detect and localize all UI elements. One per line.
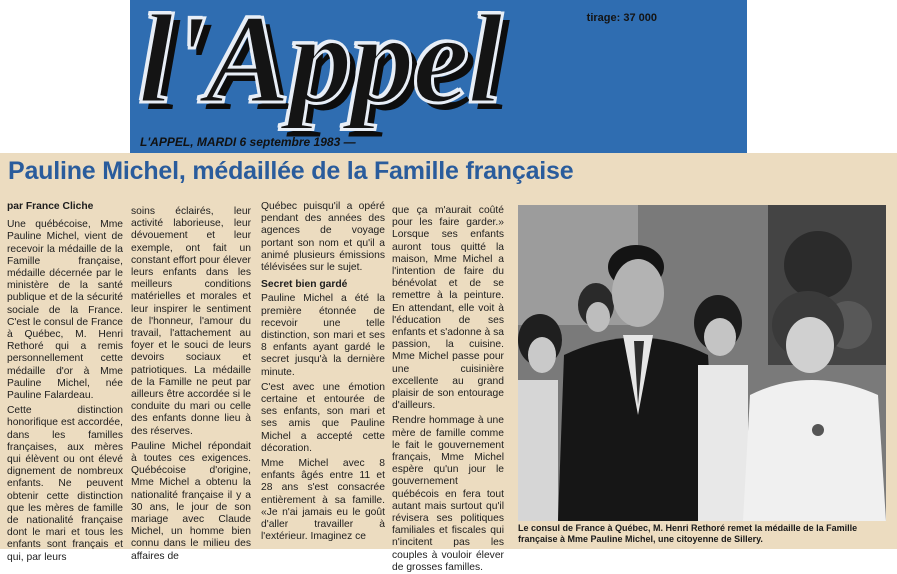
paragraph: Une québécoise, Mme Pauline Michel, vient de recevoir la médaille de la Famille française, médaille décernée par le ministère de la santé publique et de la sécurité sociale de la France. C'est le consul de France à Québec, M. Henri Rethoré qui a remis personnellement cette médaille d'or à Mme Pauline Michel, née Pauline Falardeau. <box>7 219 123 402</box>
article-subhead: Secret bien gardé <box>261 279 348 291</box>
dateline: L'APPEL, MARDI 6 septembre 1983 — <box>140 135 356 149</box>
article-clipping <box>0 153 897 573</box>
paragraph: Pauline Michel a été la première étonnée de recevoir une telle distinction, son mari et ses 8 enfants ayant gardé le secret jusqu'à la dernière minute. <box>261 293 385 378</box>
article-headline: Pauline Michel, médaillée de la Famille française <box>8 157 574 185</box>
byline: par France Cliche <box>7 201 94 212</box>
paragraph: Québec puisqu'il a opéré pendant des années des agences de voyage portant son nom et qu'il a animé plusieurs émissions télévisées sur le sujet. <box>261 201 385 274</box>
photo-illustration <box>518 205 886 521</box>
paragraph: soins éclairés, leur activité laborieuse, leur dévouement et leur exemple, ont fait un constant effort pour élever leurs enfants dans les meilleurs conditions matérielles et morales et leur inspirer le sentiment de l'honneur, l'amour du travail, l'attachement au foyer et le souci de leurs devoirs sociaux et patriotiques. La médaille de la Famille ne peut par ailleurs être accordée si le conduite du mari ou celle des enfants donne lieu à des réserves. <box>131 206 251 437</box>
paragraph: Pauline Michel répondait à toutes ces exigences. Québécoise d'origine, Mme Michel a obtenu la nationalité française il y a 30 ans, le jour de son mariage avec Claude Michel, un homme bien connu dans le milieu des affaires de <box>131 440 251 562</box>
photo-caption: Le consul de France à Québec, M. Henri Rethoré remet la médaille de la Famille française à Mme Pauline Michel, une citoyenne de Sillery. <box>518 523 858 544</box>
article-column-3 <box>261 201 385 545</box>
paragraph: C'est avec une émotion certaine et entourée de ses enfants, son mari et ses amis que Pauline Michel a accepté cette décoration. <box>261 381 385 454</box>
news-photo <box>518 205 886 521</box>
article-column-4 <box>392 205 504 573</box>
article-column-1 <box>7 201 123 563</box>
paragraph: Cette distinction honorifique est accordée, dans les familles françaises, aux mères qui élèvent ou ont élevé dignement de nombreux enfants. Ne peuvent obtenir cette distinction que les mères de famille de nationalité française dont le mari et tous les enfants sont français et qui, par leurs <box>7 405 123 563</box>
paragraph: que ça m'aurait coûté pour les faire garder.» Lorsque ses enfants auront tous quitté la maison, Mme Michel a l'intention de faire du bénévolat et de se remettre à la peinture. En attendant, elle voit à l'éducation de ses enfants et s'adonne à sa passion, la cuisine. Mme Michel passe pour une cuisinière excellente au grand plaisir de son entourage d'ailleurs. <box>392 205 504 412</box>
paragraph: Mme Michel avec 8 enfants âgés entre 11 et 28 ans s'est consacrée entièrement à sa famille. «Je n'ai jamais eu le goût d'aller travailler à l'extérieur. Imaginez ce <box>261 458 385 543</box>
paragraph: Rendre hommage à une mère de famille comme le fait le gouvernement français, Mme Michel espère qu'un jour le gouvernement québécois en fera tout autant mais surtout qu'il révisera ses politiques familiales et fiscales qui n'incitent pas les couples à vouloir élever de grosses familles. <box>392 415 504 573</box>
article-column-2 <box>131 206 251 562</box>
masthead <box>130 0 747 153</box>
circulation-label: tirage: 37 000 <box>586 12 657 24</box>
newspaper-logo: l'Appel <box>138 0 501 130</box>
